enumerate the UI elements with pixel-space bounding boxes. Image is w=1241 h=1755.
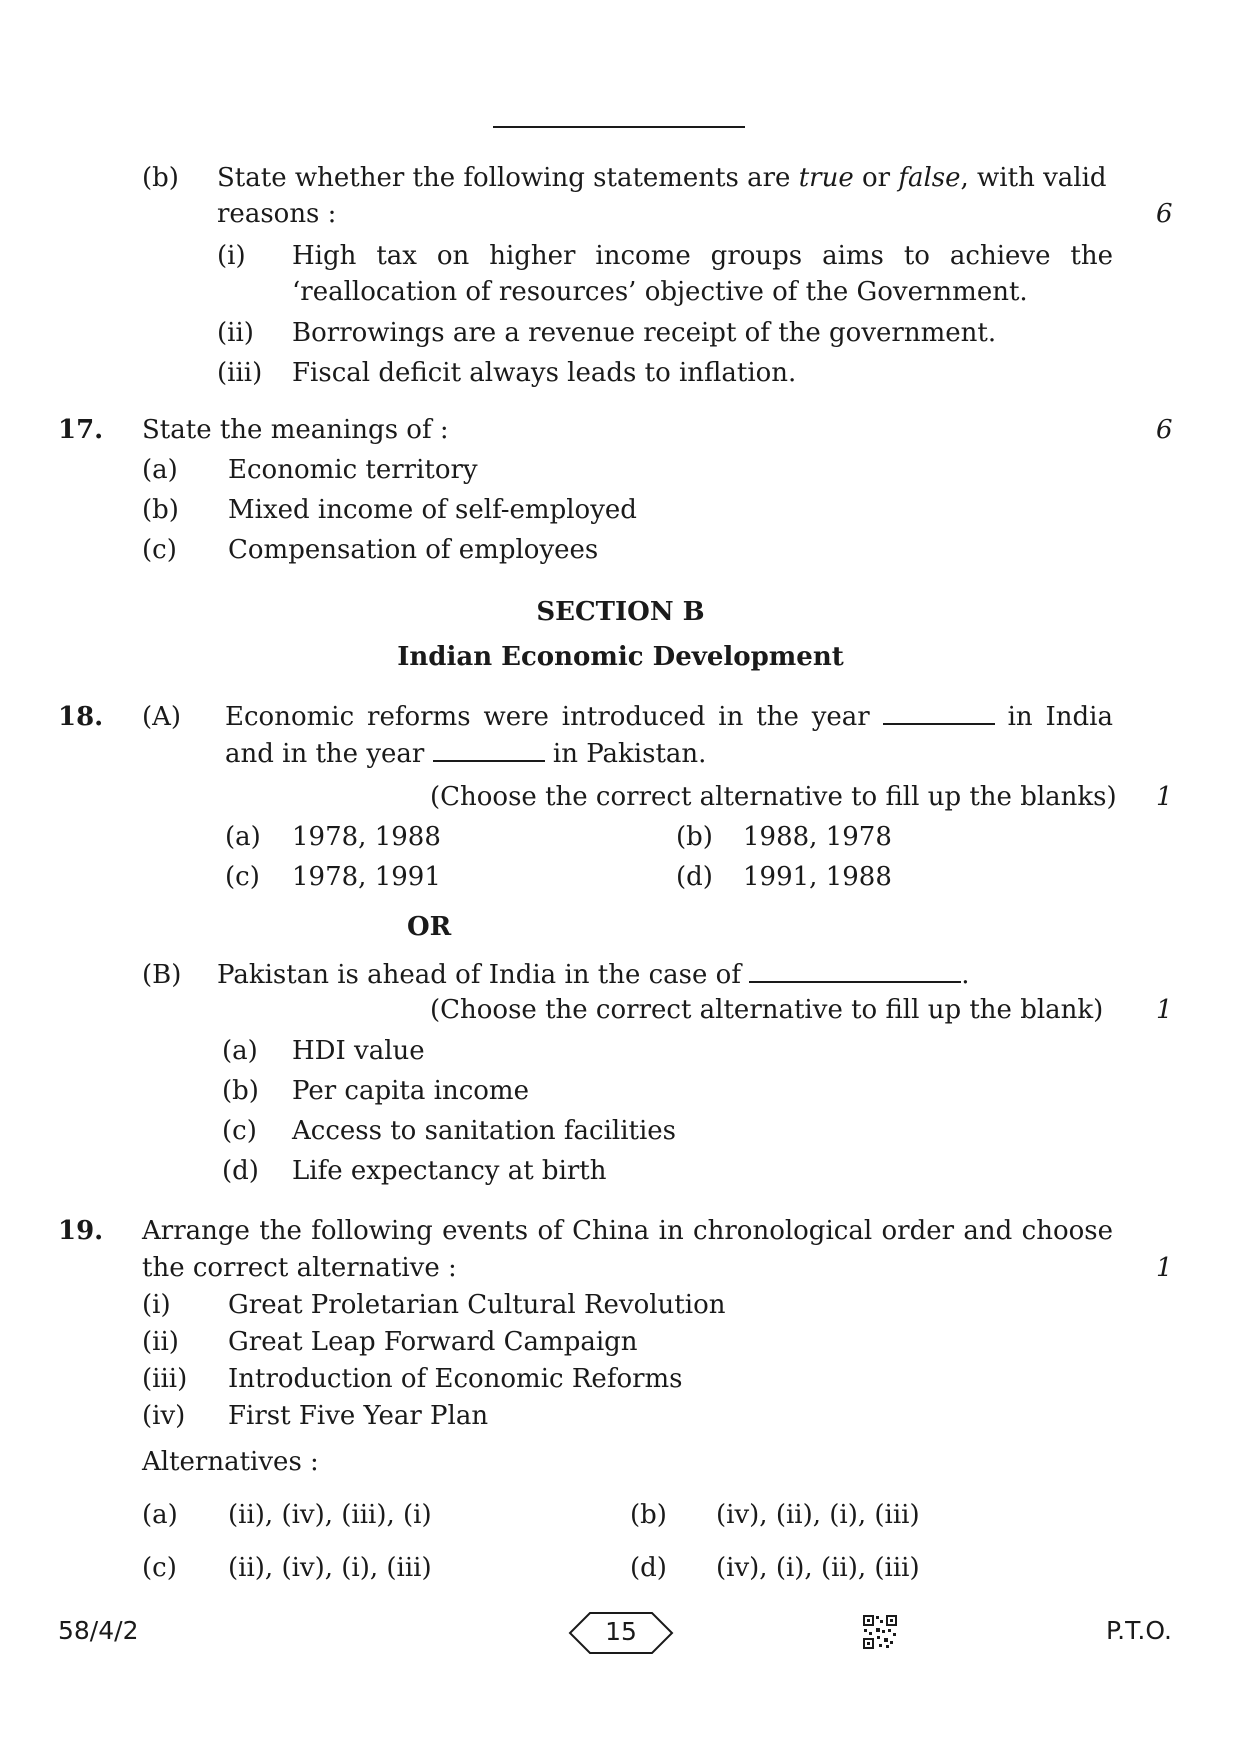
instruction: (Choose the correct alternative to fill up the blanks) — [430, 782, 1117, 812]
item-number: (ii) — [217, 318, 254, 348]
marks: 6 — [1156, 199, 1173, 229]
top-divider — [493, 126, 745, 128]
please-turn-over: P.T.O. — [1106, 1616, 1172, 1645]
q18b-stem: Pakistan is ahead of India in the case of . — [217, 960, 970, 990]
part-label: (B) — [142, 960, 182, 990]
item-text: High tax on higher income groups aims to achieve the — [292, 241, 1113, 271]
page-number: 15 — [605, 1617, 637, 1646]
or-separator: OR — [407, 912, 452, 942]
option-number: (b) — [630, 1500, 667, 1530]
part-label: (A) — [142, 702, 182, 732]
section-subtitle: Indian Economic Development — [397, 642, 844, 672]
item-text: Great Leap Forward Campaign — [228, 1327, 638, 1357]
option-number: (d) — [676, 862, 713, 892]
item-number: (ii) — [142, 1327, 179, 1357]
option-text: HDI value — [292, 1036, 425, 1066]
fill-blank — [749, 961, 961, 983]
item-text: Mixed income of self-employed — [228, 495, 637, 525]
item-text: Compensation of employees — [228, 535, 599, 565]
fill-blank — [433, 740, 545, 762]
marks: 1 — [1156, 1253, 1173, 1283]
option-text: Per capita income — [292, 1076, 529, 1106]
q19-line2: the correct alternative : — [142, 1253, 457, 1283]
item-text: Fiscal deficit always leads to inflation. — [292, 358, 797, 388]
item-text: First Five Year Plan — [228, 1401, 489, 1431]
item-text: Borrowings are a revenue receipt of the government. — [292, 318, 997, 348]
alternatives-label: Alternatives : — [142, 1447, 319, 1477]
option-text: 1978, 1991 — [292, 862, 441, 892]
option-text: (iv), (i), (ii), (iii) — [716, 1553, 920, 1583]
item-text: ‘reallocation of resources’ objective of the Government. — [292, 277, 1028, 307]
option-text: Life expectancy at birth — [292, 1156, 607, 1186]
option-text: 1978, 1988 — [292, 822, 441, 852]
option-number: (d) — [222, 1156, 259, 1186]
item-number: (iii) — [217, 358, 263, 388]
marks: 1 — [1156, 782, 1173, 812]
paper-code: 58/4/2 — [58, 1616, 139, 1645]
item-number: (b) — [142, 495, 179, 525]
option-text: (iv), (ii), (i), (iii) — [716, 1500, 920, 1530]
option-text: 1991, 1988 — [743, 862, 892, 892]
marks: 6 — [1156, 415, 1173, 445]
item-number: (c) — [142, 535, 177, 565]
fill-blank — [883, 703, 995, 725]
item-number: (iii) — [142, 1364, 188, 1394]
item-number: (a) — [142, 455, 178, 485]
option-number: (d) — [630, 1553, 667, 1583]
q19-line1: Arrange the following events of China in chronological order and choose — [142, 1216, 1113, 1246]
q16b-line1: State whether the following statements are true or false, with valid — [217, 163, 1107, 193]
option-number: (b) — [676, 822, 713, 852]
q16b-line2: reasons : — [217, 199, 337, 229]
item-text: Great Proletarian Cultural Revolution — [228, 1290, 726, 1320]
item-number: (iv) — [142, 1401, 186, 1431]
marks: 1 — [1156, 995, 1173, 1025]
option-text: (ii), (iv), (i), (iii) — [228, 1553, 432, 1583]
option-number: (a) — [142, 1500, 178, 1530]
option-number: (c) — [222, 1116, 257, 1146]
question-number: 19. — [58, 1216, 104, 1246]
question-stem: State the meanings of : — [142, 415, 449, 445]
option-number: (b) — [222, 1076, 259, 1106]
item-text: Economic territory — [228, 455, 478, 485]
instruction: (Choose the correct alternative to fill up the blank) — [430, 995, 1104, 1025]
question-number: 18. — [58, 702, 104, 732]
page-number-badge — [566, 1611, 676, 1655]
part-label: (b) — [142, 163, 179, 193]
option-text: (ii), (iv), (iii), (i) — [228, 1500, 432, 1530]
question-number: 17. — [58, 415, 104, 445]
q18a-line2: and in the year in Pakistan. — [225, 739, 707, 769]
section-title: SECTION B — [536, 597, 705, 627]
item-number: (i) — [142, 1290, 171, 1320]
option-number: (a) — [222, 1036, 258, 1066]
option-number: (c) — [142, 1553, 177, 1583]
qr-code-icon — [862, 1614, 898, 1650]
item-text: Introduction of Economic Reforms — [228, 1364, 683, 1394]
option-number: (a) — [225, 822, 261, 852]
option-number: (c) — [225, 862, 260, 892]
option-text: 1988, 1978 — [743, 822, 892, 852]
option-text: Access to sanitation facilities — [292, 1116, 677, 1146]
item-number: (i) — [217, 241, 246, 271]
q18a-line1: Economic reforms were introduced in the year in India — [225, 702, 1114, 732]
